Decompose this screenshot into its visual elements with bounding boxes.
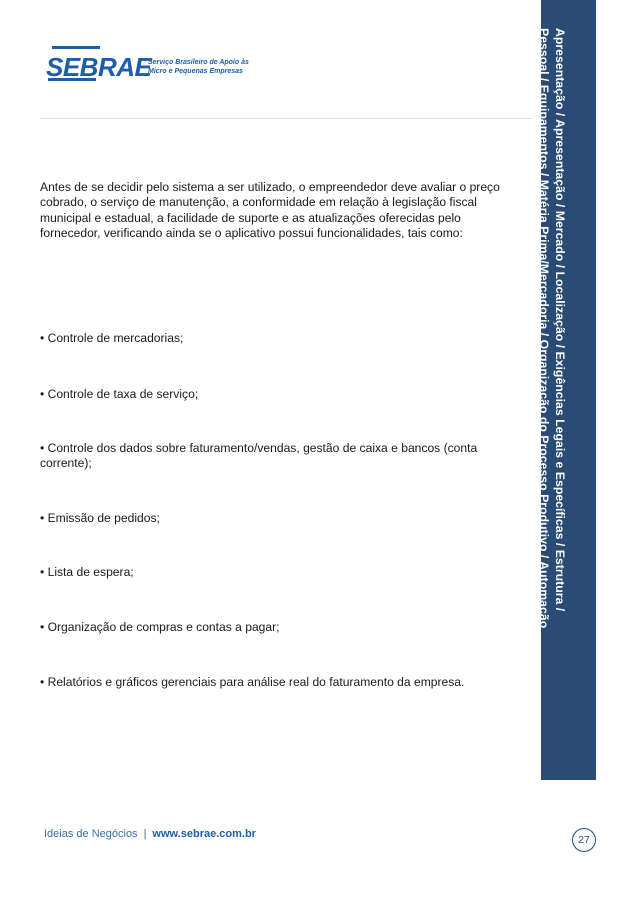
list-item: • Controle de mercadorias; [40, 331, 184, 345]
banner-line-1: Apresentação / Apresentação / Mercado / Localização / Exigências Legais e Específicas / Estrutura / [553, 28, 567, 612]
page-number: 27 [572, 828, 596, 852]
logo-tagline-line2: Micro e Pequenas Empresas [148, 68, 243, 75]
footer-separator: | [143, 828, 147, 840]
list-item: • Relatórios e gráficos gerenciais para análise real do faturamento da empresa. [40, 675, 465, 689]
footer-link[interactable]: www.sebrae.com.br [152, 828, 256, 840]
banner-breadcrumb [536, 28, 568, 688]
sebrae-logo [44, 44, 249, 84]
logo-tagline [148, 58, 249, 76]
footer [44, 827, 256, 841]
logo-tagline-line1: Serviço Brasileiro de Apoio às [148, 59, 249, 66]
logo-wordmark: SEBRAE [46, 52, 152, 82]
banner-line-2: Pessoal / Equipamentos / Matéria Prima/Mercadoria / Organização do Processo Produtivo / Automação [537, 28, 551, 629]
intro-paragraph: Antes de se decidir pelo sistema a ser utilizado, o empreendedor deve avaliar o preço cobrado, o serviço de manutenção, a conformidade em relação à legislação fiscal municipal e estadual, a facilidade de suporte e as atualizações oferecidas pelo fornecedor, verificando ainda se o aplicativo possui funcionalidades, tais como: [40, 180, 500, 240]
footer-label: Ideias de Negócios [44, 828, 138, 840]
side-navigation-banner [537, 0, 596, 780]
main-content [40, 180, 510, 689]
list-item: • Controle dos dados sobre faturamento/vendas, gestão de caixa e bancos (conta corrente); [40, 441, 478, 471]
list-item: • Lista de espera; [40, 565, 134, 579]
list-item: • Emissão de pedidos; [40, 511, 160, 525]
list-item: • Controle de taxa de serviço; [40, 387, 199, 401]
header-divider [40, 118, 532, 119]
list-item: • Organização de compras e contas a pagar; [40, 620, 280, 634]
